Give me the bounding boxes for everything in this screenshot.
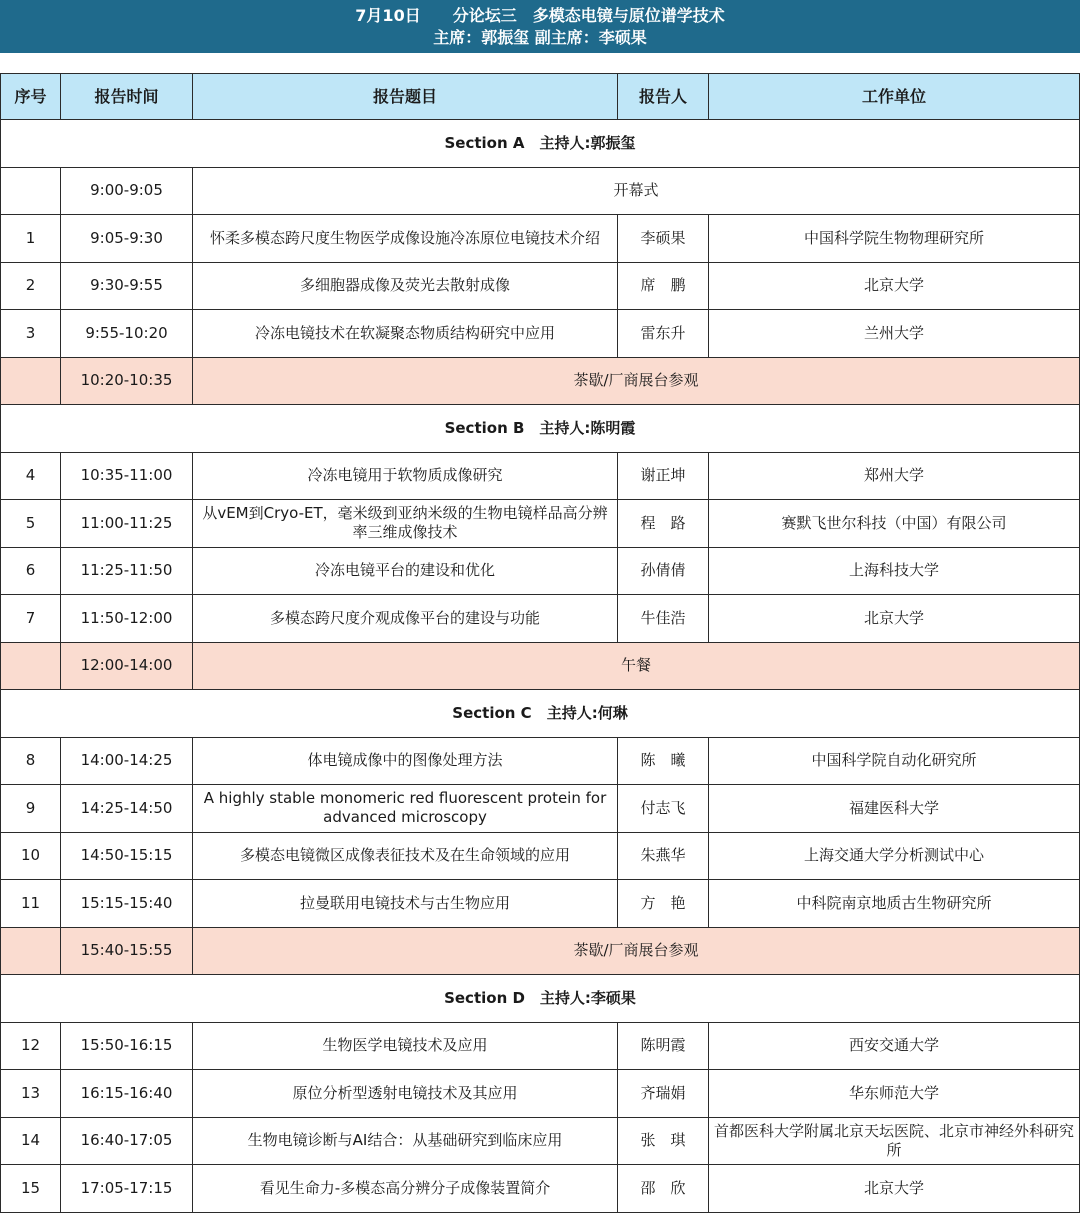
header-row	[1, 74, 1080, 120]
talk-speaker: 孙倩倩	[618, 547, 709, 595]
talk-title: 生物电镜诊断与AI结合：从基础研究到临床应用	[193, 1117, 618, 1165]
row-number: 6	[1, 547, 61, 595]
row-time: 14:00-14:25	[61, 737, 193, 785]
row-number	[1, 357, 61, 405]
row-number	[1, 927, 61, 975]
row-time: 12:00-14:00	[61, 642, 193, 690]
talk-title: A highly stable monomeric red fluorescent protein for advanced microscopy	[193, 785, 618, 833]
header-time: 报告时间	[61, 74, 193, 120]
talk-org: 首都医科大学附属北京天坛医院、北京市神经外科研究所	[709, 1117, 1080, 1165]
talk-title: 拉曼联用电镜技术与古生物应用	[193, 880, 618, 928]
talk-speaker: 谢正坤	[618, 452, 709, 500]
talk-org: 兰州大学	[709, 310, 1080, 358]
talk-org: 北京大学	[709, 595, 1080, 643]
talk-row	[1, 785, 1080, 833]
session-title: 7月10日 分论坛三 多模态电镜与原位谱学技术	[355, 6, 725, 25]
talk-org: 中国科学院自动化研究所	[709, 737, 1080, 785]
row-number: 10	[1, 832, 61, 880]
row-time: 9:00-9:05	[61, 167, 193, 215]
spacer	[0, 53, 1080, 73]
talk-org: 中国科学院生物物理研究所	[709, 215, 1080, 263]
talk-row	[1, 1022, 1080, 1070]
talk-speaker: 李硕果	[618, 215, 709, 263]
agenda-table	[0, 73, 1080, 1213]
row-time: 15:50-16:15	[61, 1022, 193, 1070]
row-time: 16:40-17:05	[61, 1117, 193, 1165]
talk-speaker: 张 琪	[618, 1117, 709, 1165]
section-row	[1, 975, 1080, 1023]
row-time: 9:55-10:20	[61, 310, 193, 358]
header-org: 工作单位	[709, 74, 1080, 120]
talk-row	[1, 452, 1080, 500]
row-number: 13	[1, 1070, 61, 1118]
row-number: 4	[1, 452, 61, 500]
break-label: 午餐	[193, 642, 1080, 690]
row-number: 11	[1, 880, 61, 928]
row-number: 12	[1, 1022, 61, 1070]
break-row	[1, 927, 1080, 975]
row-time: 11:00-11:25	[61, 500, 193, 548]
row-time: 10:20-10:35	[61, 357, 193, 405]
talk-speaker: 朱燕华	[618, 832, 709, 880]
row-time: 17:05-17:15	[61, 1165, 193, 1213]
talk-row	[1, 737, 1080, 785]
talk-title: 冷冻电镜技术在软凝聚态物质结构研究中应用	[193, 310, 618, 358]
talk-speaker: 齐瑞娟	[618, 1070, 709, 1118]
talk-org: 北京大学	[709, 1165, 1080, 1213]
row-time: 10:35-11:00	[61, 452, 193, 500]
talk-org: 西安交通大学	[709, 1022, 1080, 1070]
break-label: 茶歇/厂商展台参观	[193, 357, 1080, 405]
talk-org: 福建医科大学	[709, 785, 1080, 833]
session-banner	[0, 0, 1080, 53]
section-header: Section B 主持人:陈明霞	[1, 405, 1080, 453]
talk-org: 华东师范大学	[709, 1070, 1080, 1118]
talk-row	[1, 500, 1080, 548]
talk-org: 郑州大学	[709, 452, 1080, 500]
section-header: Section A 主持人:郭振玺	[1, 120, 1080, 168]
section-header: Section C 主持人:何琳	[1, 690, 1080, 738]
talk-speaker: 程 路	[618, 500, 709, 548]
talk-speaker: 雷东升	[618, 310, 709, 358]
talk-speaker: 邵 欣	[618, 1165, 709, 1213]
talk-row	[1, 832, 1080, 880]
row-time: 11:25-11:50	[61, 547, 193, 595]
row-number: 15	[1, 1165, 61, 1213]
session-chairs: 主席：郭振玺 副主席：李硕果	[433, 28, 647, 47]
row-number: 14	[1, 1117, 61, 1165]
talk-org: 北京大学	[709, 262, 1080, 310]
talk-title: 多模态电镜微区成像表征技术及在生命领域的应用	[193, 832, 618, 880]
talk-row	[1, 1070, 1080, 1118]
talk-org: 中科院南京地质古生物研究所	[709, 880, 1080, 928]
talk-row	[1, 262, 1080, 310]
row-time: 16:15-16:40	[61, 1070, 193, 1118]
header-title: 报告题目	[193, 74, 618, 120]
section-row	[1, 120, 1080, 168]
row-number: 2	[1, 262, 61, 310]
row-time: 14:25-14:50	[61, 785, 193, 833]
header-no: 序号	[1, 74, 61, 120]
talk-row	[1, 1117, 1080, 1165]
section-header: Section D 主持人:李硕果	[1, 975, 1080, 1023]
talk-org: 上海交通大学分析测试中心	[709, 832, 1080, 880]
talk-title: 原位分析型透射电镜技术及其应用	[193, 1070, 618, 1118]
row-time: 15:15-15:40	[61, 880, 193, 928]
row-number: 5	[1, 500, 61, 548]
talk-title: 冷冻电镜用于软物质成像研究	[193, 452, 618, 500]
talk-speaker: 陈明霞	[618, 1022, 709, 1070]
header-speaker: 报告人	[618, 74, 709, 120]
row-number: 9	[1, 785, 61, 833]
row-number: 3	[1, 310, 61, 358]
row-number: 8	[1, 737, 61, 785]
row-number	[1, 642, 61, 690]
talk-row	[1, 880, 1080, 928]
talk-org: 上海科技大学	[709, 547, 1080, 595]
talk-title: 多模态跨尺度介观成像平台的建设与功能	[193, 595, 618, 643]
talk-row	[1, 547, 1080, 595]
section-row	[1, 405, 1080, 453]
ceremony-label: 开幕式	[193, 167, 1080, 215]
row-number	[1, 167, 61, 215]
row-number: 7	[1, 595, 61, 643]
break-row	[1, 642, 1080, 690]
talk-row	[1, 1165, 1080, 1213]
ceremony-row	[1, 167, 1080, 215]
talk-row	[1, 215, 1080, 263]
talk-speaker: 牛佳浩	[618, 595, 709, 643]
talk-title: 冷冻电镜平台的建设和优化	[193, 547, 618, 595]
talk-title: 体电镜成像中的图像处理方法	[193, 737, 618, 785]
talk-row	[1, 310, 1080, 358]
talk-speaker: 方 艳	[618, 880, 709, 928]
row-time: 11:50-12:00	[61, 595, 193, 643]
talk-row	[1, 595, 1080, 643]
talk-org: 赛默飞世尔科技（中国）有限公司	[709, 500, 1080, 548]
talk-title: 生物医学电镜技术及应用	[193, 1022, 618, 1070]
talk-speaker: 陈 曦	[618, 737, 709, 785]
talk-title: 怀柔多模态跨尺度生物医学成像设施冷冻原位电镜技术介绍	[193, 215, 618, 263]
row-time: 9:05-9:30	[61, 215, 193, 263]
row-time: 9:30-9:55	[61, 262, 193, 310]
agenda-body	[1, 120, 1080, 1213]
row-time: 15:40-15:55	[61, 927, 193, 975]
talk-speaker: 付志飞	[618, 785, 709, 833]
break-row	[1, 357, 1080, 405]
break-label: 茶歇/厂商展台参观	[193, 927, 1080, 975]
talk-speaker: 席 鹏	[618, 262, 709, 310]
talk-title: 看见生命力-多模态高分辨分子成像装置简介	[193, 1165, 618, 1213]
row-number: 1	[1, 215, 61, 263]
talk-title: 多细胞器成像及荧光去散射成像	[193, 262, 618, 310]
talk-title: 从vEM到Cryo-ET，毫米级到亚纳米级的生物电镜样品高分辨率三维成像技术	[193, 500, 618, 548]
row-time: 14:50-15:15	[61, 832, 193, 880]
section-row	[1, 690, 1080, 738]
